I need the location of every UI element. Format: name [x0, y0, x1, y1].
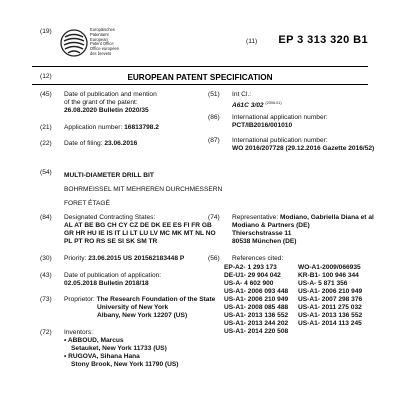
field-84-label: Designated Contracting States: — [64, 214, 156, 221]
reference-item: US-A1- 2008 085 488 — [224, 304, 289, 311]
field-87-label: International publication number: — [232, 137, 328, 144]
inventor-name: • RUGOVA, Sihana Hana — [64, 353, 140, 360]
document-title: EUROPEAN PATENT SPECIFICATION — [127, 73, 273, 82]
field-73 — [64, 296, 215, 320]
office-line: Patentamt — [90, 31, 109, 37]
inventor-address: Stony Brook, New York 11790 (US) — [71, 361, 179, 368]
reference-item: US-A1- 2013 136 552 — [298, 312, 363, 319]
proprietor-line: Albany, New York 12207 (US) — [97, 312, 188, 319]
inventor-name: • ABBOUD, Marcus — [64, 337, 124, 344]
field-87-value: WO 2016/207728 (29.12.2016 Gazette 2016/52) — [232, 145, 375, 152]
field-21 — [64, 124, 159, 132]
field-72-number: (72) — [40, 329, 52, 336]
invention-title-fr: FORET ÉTAGÉ — [64, 200, 110, 207]
field-22-number: (22) — [40, 140, 52, 147]
epo-logo-icon — [60, 28, 88, 58]
field-45-number: (45) — [40, 91, 52, 98]
field-22 — [64, 140, 137, 148]
office-line: European — [90, 36, 108, 42]
field-43-number: (43) — [40, 272, 52, 279]
reference-item: US-A1- 2014 220 508 — [224, 328, 289, 335]
reference-item: EP-A2- 1 293 173 — [224, 264, 277, 271]
inventor-address: Setauket, New York 11733 (US) — [71, 345, 167, 352]
field-22-label: Date of filing: — [64, 140, 105, 147]
field-45-value: 26.08.2020 Bulletin 2020/35 — [64, 107, 149, 114]
invention-title-en: MULTI-DIAMETER DRILL BIT — [64, 172, 154, 179]
publication-number: EP 3 313 320 B1 — [278, 34, 368, 46]
field-84 — [64, 214, 216, 246]
proprietor-line: The Research Foundation of the State — [96, 296, 216, 303]
field-86-value: PCT/IB2016/001010 — [232, 122, 293, 129]
contracting-states-line: AL AT BE BG CH CY CZ DE DK EE ES FI FR GB — [64, 222, 212, 229]
field-22-value: 23.06.2016 — [104, 140, 138, 147]
epo-logo — [60, 28, 170, 64]
field-19-number: (19) — [40, 28, 52, 35]
proprietor-line: University of New York — [97, 304, 169, 311]
field-30-label: Priority: — [64, 255, 89, 262]
field-72 — [64, 329, 179, 369]
references-col1 — [224, 264, 288, 336]
field-43-label: Date of publication of application: — [64, 272, 162, 279]
field-86-number: (86) — [208, 114, 220, 121]
office-line: Patent Office — [90, 41, 114, 47]
field-21-number: (21) — [40, 124, 52, 131]
header-rule — [32, 66, 368, 67]
field-86-label: International application number: — [232, 114, 328, 121]
field-51-number: (51) — [208, 91, 220, 98]
field-21-value: 16813798.2 — [124, 124, 159, 131]
representative-line: 80538 München (DE) — [232, 238, 297, 245]
field-56-label: References cited: — [232, 255, 284, 262]
field-43-value: 02.05.2018 Bulletin 2018/18 — [64, 280, 149, 287]
field-84-number: (84) — [40, 214, 52, 221]
representative-line: Modiano & Partners (DE) — [232, 222, 310, 229]
field-73-label: Proprietor: — [64, 296, 97, 303]
field-51 — [232, 91, 282, 110]
reference-item: US-A1- 2006 210 949 — [224, 296, 289, 303]
field-21-label: Application number: — [64, 124, 125, 131]
field-74 — [232, 214, 374, 246]
representative-line: Modiano, Gabriella Diana et al — [280, 214, 374, 221]
contracting-states-line: GR HR HU IE IS IT LI LT LU LV MC MK MT NL NO — [64, 230, 216, 237]
field-30 — [64, 255, 184, 263]
reference-item: US-A- 5 871 356 — [298, 280, 348, 287]
contracting-states-line: PL PT RO RS SE SI SK SM TR — [64, 238, 158, 245]
field-11-number: (11) — [246, 38, 258, 45]
field-30-number: (30) — [40, 255, 52, 262]
reference-item: US-A1- 2013 136 552 — [224, 312, 289, 319]
field-87 — [232, 137, 374, 153]
field-56-number: (56) — [208, 255, 220, 262]
reference-item: US-A1- 2006 210 949 — [298, 288, 363, 295]
reference-item: US-A- 4 602 900 — [224, 280, 274, 287]
field-30-value: 23.06.2015 US 201562183448 P — [88, 255, 185, 262]
field-54-number: (54) — [40, 169, 52, 176]
field-86 — [232, 114, 328, 130]
reference-item: US-A1- 2006 093 448 — [224, 288, 289, 295]
office-line: des brevets — [90, 50, 112, 56]
field-72-label: Inventors: — [64, 329, 93, 336]
representative-line: Thierschstrasse 11 — [232, 230, 292, 237]
field-73-number: (73) — [40, 296, 52, 303]
field-45-label: Date of publication and mention — [64, 91, 157, 98]
field-45-label2: of the grant of the patent: — [64, 99, 138, 106]
reference-item: US-A1- 2007 298 376 — [298, 296, 363, 303]
office-line: Office européen — [90, 46, 120, 52]
office-line: Europäisches — [90, 27, 115, 32]
reference-item: US-A1- 2013 244 202 — [224, 320, 289, 327]
title-rule — [32, 84, 368, 85]
field-54 — [64, 169, 222, 211]
field-51-label: Int Cl.: — [232, 91, 252, 98]
field-51-value-sup: (2006.01) — [265, 101, 282, 105]
office-names — [90, 28, 119, 57]
references-col2 — [298, 264, 362, 328]
reference-item: KR-B1- 100 946 344 — [298, 272, 359, 279]
reference-item: WO-A1-2009/066935 — [298, 264, 361, 271]
field-12-number: (12) — [40, 73, 52, 80]
field-74-number: (74) — [208, 214, 220, 221]
invention-title-de: BOHRMEISSEL MIT MEHREREN DURCHMESSERN — [64, 186, 223, 193]
field-74-label: Representative: — [232, 214, 281, 221]
field-43 — [64, 272, 161, 288]
reference-item: DE-U1- 29 904 042 — [224, 272, 281, 279]
field-45 — [64, 91, 157, 115]
reference-item: US-A1- 2014 113 245 — [298, 320, 362, 327]
reference-item: US-A1- 2011 275 032 — [298, 304, 362, 311]
field-87-number: (87) — [208, 137, 220, 144]
field-51-value: A61C 3/02 — [232, 102, 264, 110]
